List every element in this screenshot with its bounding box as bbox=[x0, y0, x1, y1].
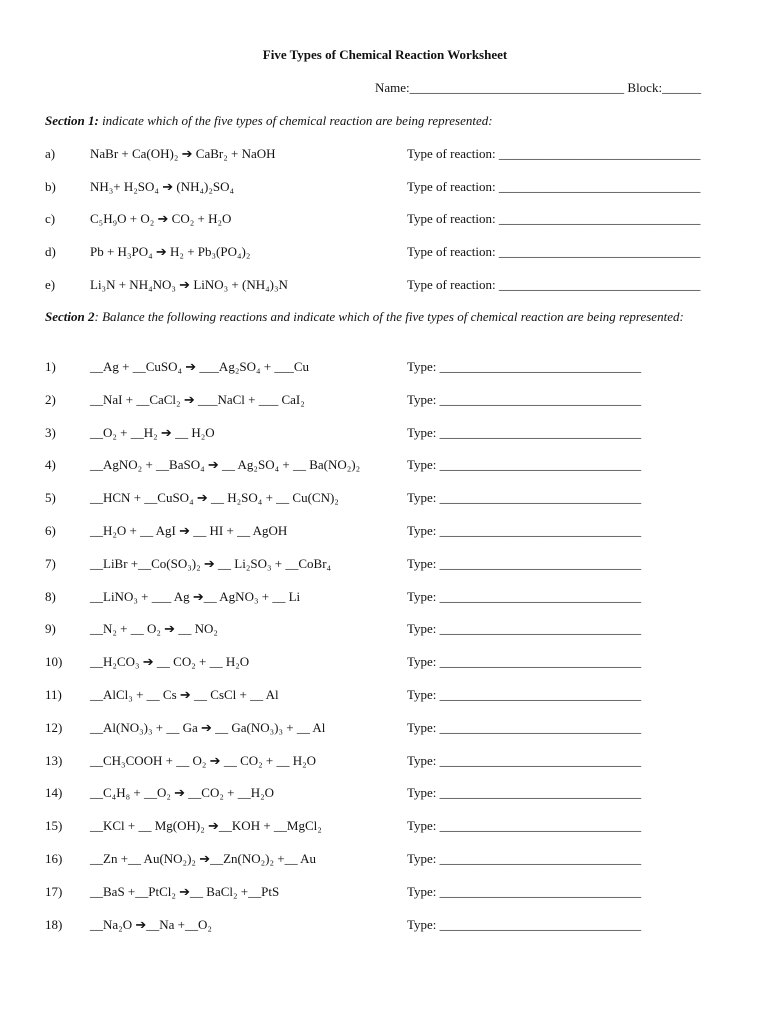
question-number: 10) bbox=[45, 654, 63, 669]
question-row bbox=[0, 621, 770, 639]
question-row bbox=[0, 179, 770, 197]
reaction-type-blank[interactable]: Type: _______________________________ bbox=[407, 884, 642, 899]
chemical-equation: __O₂ + __H₂ ➔ __ H₂O bbox=[90, 425, 215, 440]
chemical-equation: Li₃N + NH₄NO₃ ➔ LiNO₃ + (NH₄)₃N bbox=[90, 277, 288, 292]
reaction-type-blank[interactable]: Type: _______________________________ bbox=[407, 917, 642, 932]
reaction-type-blank[interactable]: Type: _______________________________ bbox=[407, 818, 642, 833]
section-1-label: Section 1: bbox=[45, 113, 99, 128]
reaction-type-blank[interactable]: Type: _______________________________ bbox=[407, 359, 642, 374]
chemical-equation: __N₂ + __ O₂ ➔ __ NO₂ bbox=[90, 621, 218, 636]
question-row bbox=[0, 851, 770, 869]
question-number: 7) bbox=[45, 556, 56, 571]
question-row bbox=[0, 687, 770, 705]
reaction-type-blank[interactable]: Type: _______________________________ bbox=[407, 523, 642, 538]
reaction-type-blank[interactable]: Type: _______________________________ bbox=[407, 457, 642, 472]
chemical-equation: NH₃+ H₂SO₄ ➔ (NH₄)₂SO₄ bbox=[90, 179, 235, 194]
reaction-type-blank[interactable]: Type: _______________________________ bbox=[407, 556, 642, 571]
chemical-equation: __Zn +__ Au(NO₂)₂ ➔__Zn(NO₂)₂ +__ Au bbox=[90, 851, 317, 866]
chemical-equation: C₅H₉O + O₂ ➔ CO₂ + H₂O bbox=[90, 211, 232, 226]
reaction-type-blank[interactable]: Type: _______________________________ bbox=[407, 720, 642, 735]
chemical-equation: __HCN + __CuSO₄ ➔ __ H₂SO₄ + __ Cu(CN)₂ bbox=[90, 490, 339, 505]
chemical-equation: __C₄H₈ + __O₂ ➔ __CO₂ + __H₂O bbox=[90, 785, 274, 800]
question-row bbox=[0, 589, 770, 607]
chemical-equation: __H₂CO₃ ➔ __ CO₂ + __ H₂O bbox=[90, 654, 250, 669]
question-number: 3) bbox=[45, 425, 56, 440]
section-2-label: Section 2 bbox=[45, 309, 95, 324]
question-number: 4) bbox=[45, 457, 56, 472]
section-2-header bbox=[45, 309, 685, 325]
section-1-header bbox=[45, 113, 685, 129]
question-row bbox=[0, 359, 770, 377]
question-row bbox=[0, 785, 770, 803]
question-number: 18) bbox=[45, 917, 63, 932]
question-row bbox=[0, 720, 770, 738]
question-number: 17) bbox=[45, 884, 63, 899]
reaction-type-blank[interactable]: Type of reaction: _______________________________ bbox=[407, 244, 701, 259]
question-row bbox=[0, 556, 770, 574]
question-row bbox=[0, 490, 770, 508]
question-number: 16) bbox=[45, 851, 63, 866]
reaction-type-blank[interactable]: Type of reaction: _______________________________ bbox=[407, 277, 701, 292]
section-2-instruction: : Balance the following reactions and indicate which of the five types of chemical reaction are being represented: bbox=[94, 309, 684, 324]
question-row bbox=[0, 884, 770, 902]
chemical-equation: __NaI + __CaCl₂ ➔ ___NaCl + ___ CaI₂ bbox=[90, 392, 305, 407]
question-number: 1) bbox=[45, 359, 56, 374]
reaction-type-blank[interactable]: Type: _______________________________ bbox=[407, 654, 642, 669]
question-number: 14) bbox=[45, 785, 63, 800]
question-row bbox=[0, 457, 770, 475]
question-number: d) bbox=[45, 244, 56, 259]
chemical-equation: __CH₃COOH + __ O₂ ➔ __ CO₂ + __ H₂O bbox=[90, 753, 317, 768]
question-number: 12) bbox=[45, 720, 63, 735]
reaction-type-blank[interactable]: Type: _______________________________ bbox=[407, 621, 642, 636]
question-number: 13) bbox=[45, 753, 63, 768]
question-row bbox=[0, 146, 770, 164]
reaction-type-blank[interactable]: Type: _______________________________ bbox=[407, 392, 642, 407]
chemical-equation: __AlCl₃ + __ Cs ➔ __ CsCl + __ Al bbox=[90, 687, 279, 702]
chemical-equation: __LiBr +__Co(SO₃)₂ ➔ __ Li₂SO₃ + __CoBr₄ bbox=[90, 556, 332, 571]
chemical-equation: __H₂O + __ AgI ➔ __ HI + __ AgOH bbox=[90, 523, 288, 538]
chemical-equation: NaBr + Ca(OH)₂ ➔ CaBr₂ + NaOH bbox=[90, 146, 276, 161]
question-number: 2) bbox=[45, 392, 56, 407]
question-row bbox=[0, 211, 770, 229]
question-number: e) bbox=[45, 277, 56, 292]
reaction-type-blank[interactable]: Type: _______________________________ bbox=[407, 785, 642, 800]
question-row bbox=[0, 654, 770, 672]
question-number: c) bbox=[45, 211, 56, 226]
question-row bbox=[0, 244, 770, 262]
question-row bbox=[0, 917, 770, 935]
question-row bbox=[0, 277, 770, 295]
question-number: 15) bbox=[45, 818, 63, 833]
name-block-line: Name:_________________________________ Block:______ bbox=[375, 80, 702, 95]
chemical-equation: __Na₂O ➔__Na +__O₂ bbox=[90, 917, 212, 932]
reaction-type-blank[interactable]: Type: _______________________________ bbox=[407, 589, 642, 604]
chemical-equation: __BaS +__PtCl₂ ➔__ BaCl₂ +__PtS bbox=[90, 884, 280, 899]
question-number: b) bbox=[45, 179, 56, 194]
page-title: Five Types of Chemical Reaction Worksheet bbox=[262, 47, 508, 62]
reaction-type-blank[interactable]: Type: _______________________________ bbox=[407, 490, 642, 505]
question-row bbox=[0, 392, 770, 410]
chemical-equation: Pb + H₃PO₄ ➔ H₂ + Pb₃(PO₄)₂ bbox=[90, 244, 251, 259]
question-row bbox=[0, 523, 770, 541]
question-number: 5) bbox=[45, 490, 56, 505]
question-number: 6) bbox=[45, 523, 56, 538]
question-number: 9) bbox=[45, 621, 56, 636]
question-row bbox=[0, 425, 770, 443]
question-number: a) bbox=[45, 146, 56, 161]
reaction-type-blank[interactable]: Type of reaction: _______________________________ bbox=[407, 146, 701, 161]
chemical-equation: __AgNO₂ + __BaSO₄ ➔ __ Ag₂SO₄ + __ Ba(NO₂)₂ bbox=[90, 457, 361, 472]
reaction-type-blank[interactable]: Type of reaction: _______________________________ bbox=[407, 179, 701, 194]
chemical-equation: __LiNO₃ + ___ Ag ➔__ AgNO₃ + __ Li bbox=[90, 589, 301, 604]
chemical-equation: __Ag + __CuSO₄ ➔ ___Ag₂SO₄ + ___Cu bbox=[90, 359, 310, 374]
reaction-type-blank[interactable]: Type: _______________________________ bbox=[407, 425, 642, 440]
reaction-type-blank[interactable]: Type of reaction: _______________________________ bbox=[407, 211, 701, 226]
question-row bbox=[0, 753, 770, 771]
reaction-type-blank[interactable]: Type: _______________________________ bbox=[407, 687, 642, 702]
question-row bbox=[0, 818, 770, 836]
section-1-instruction: indicate which of the five types of chemical reaction are being represented: bbox=[98, 113, 493, 128]
question-number: 8) bbox=[45, 589, 56, 604]
question-number: 11) bbox=[45, 687, 62, 702]
reaction-type-blank[interactable]: Type: _______________________________ bbox=[407, 753, 642, 768]
chemical-equation: __Al(NO₃)₃ + __ Ga ➔ __ Ga(NO₃)₃ + __ Al bbox=[90, 720, 326, 735]
chemical-equation: __KCl + __ Mg(OH)₂ ➔__KOH + __MgCl₂ bbox=[90, 818, 322, 833]
reaction-type-blank[interactable]: Type: _______________________________ bbox=[407, 851, 642, 866]
